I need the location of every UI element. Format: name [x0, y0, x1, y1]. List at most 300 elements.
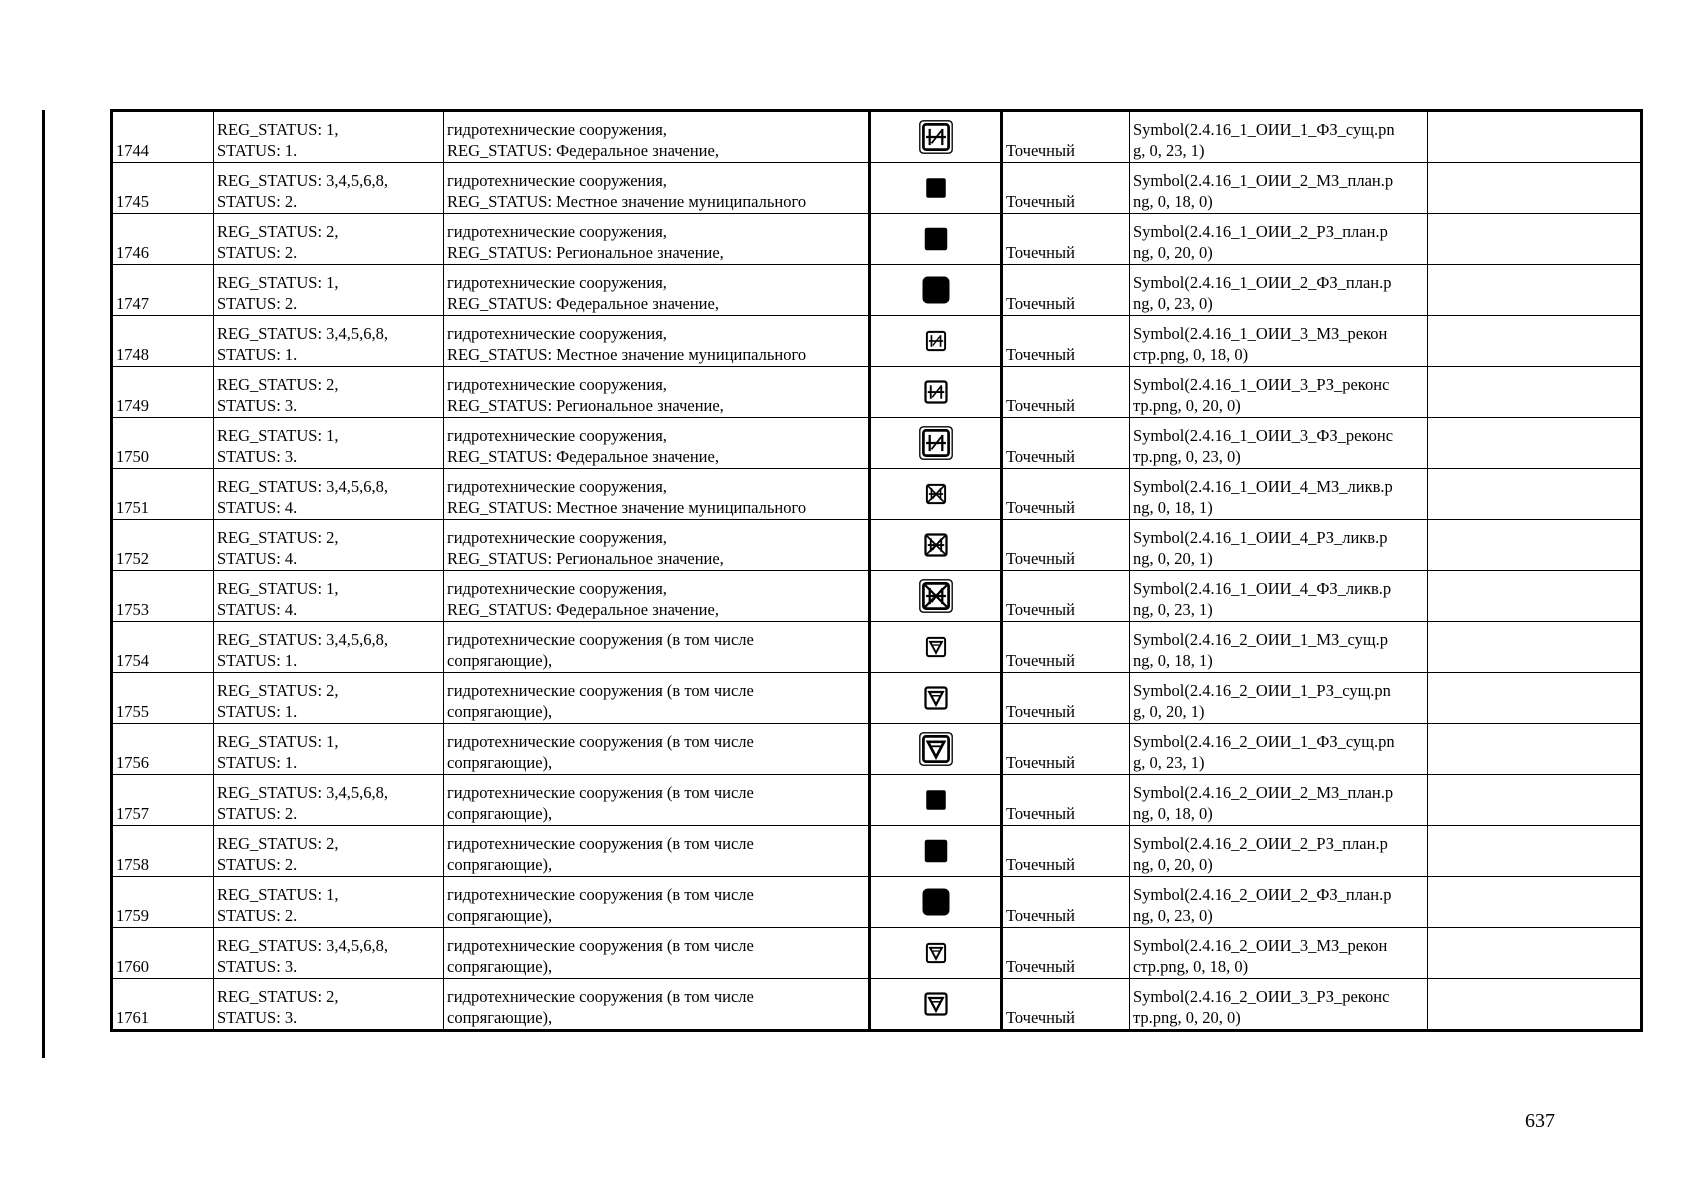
- table-row: [112, 775, 1642, 826]
- reg-status-cell: [214, 673, 444, 724]
- table-row: [112, 418, 1642, 469]
- reg-status-line: REG_STATUS: 3,4,5,6,8,: [217, 171, 389, 190]
- symbol-cell: [870, 265, 1002, 316]
- reg-status-line: REG_STATUS: 3,4,5,6,8,: [217, 630, 389, 649]
- reg-status-line: REG_STATUS: 3,4,5,6,8,: [217, 936, 389, 955]
- extra-cell: [1428, 418, 1642, 469]
- margin-line: [42, 110, 45, 1058]
- description-line: REG_STATUS: Федеральное значение,: [447, 600, 719, 619]
- symbol-definition-line: ng, 0, 20, 1): [1133, 549, 1213, 568]
- row-number-cell: [112, 469, 214, 520]
- description-line: гидротехнические сооружения,: [447, 477, 667, 496]
- geometry-type: Точечный: [1006, 498, 1075, 517]
- description-cell: [444, 775, 870, 826]
- table-row: [112, 928, 1642, 979]
- description-cell: [444, 418, 870, 469]
- extra-cell: [1428, 469, 1642, 520]
- symbol-definition-line: Symbol(2.4.16_1_ОИИ_1_ФЗ_сущ.pn: [1133, 120, 1395, 139]
- description-cell: [444, 265, 870, 316]
- table-row: [112, 214, 1642, 265]
- geometry-type-cell: [1002, 775, 1130, 826]
- geometry-type: Точечный: [1006, 345, 1075, 364]
- description-line: REG_STATUS: Федеральное значение,: [447, 141, 719, 160]
- geometry-type-cell: [1002, 571, 1130, 622]
- dam-planned-regional-icon: [921, 224, 951, 254]
- reg-status-cell: [214, 877, 444, 928]
- dam-liquidation-federal-icon: [918, 578, 954, 614]
- description-cell: [444, 316, 870, 367]
- row-number: 1754: [116, 651, 149, 670]
- geometry-type-cell: [1002, 520, 1130, 571]
- symbol-definition-line: ng, 0, 20, 0): [1133, 243, 1213, 262]
- reg-status-cell: [214, 826, 444, 877]
- symbol-definition-cell: [1130, 622, 1428, 673]
- symbol-definition-cell: [1130, 316, 1428, 367]
- symbol-cell: [870, 571, 1002, 622]
- symbol-definition-line: Symbol(2.4.16_1_ОИИ_4_ФЗ_ликв.p: [1133, 579, 1392, 598]
- symbol-definition-line: тр.png, 0, 20, 0): [1133, 396, 1241, 415]
- table-row: [112, 520, 1642, 571]
- reg-status-line: STATUS: 1.: [217, 753, 298, 772]
- symbol-definition-line: ng, 0, 20, 0): [1133, 855, 1213, 874]
- symbol-cell: [870, 673, 1002, 724]
- extra-cell: [1428, 316, 1642, 367]
- table-row: [112, 877, 1642, 928]
- symbol-definition-line: Symbol(2.4.16_2_ОИИ_3_МЗ_рекон: [1133, 936, 1388, 955]
- description-line: гидротехнические сооружения (в том числе: [447, 732, 754, 751]
- description-cell: [444, 163, 870, 214]
- row-number-cell: [112, 724, 214, 775]
- reg-status-line: REG_STATUS: 2,: [217, 222, 339, 241]
- hydro-existing-local-icon: [923, 634, 949, 660]
- table-row: [112, 316, 1642, 367]
- reg-status-cell: [214, 520, 444, 571]
- description-line: REG_STATUS: Региональное значение,: [447, 549, 724, 568]
- description-line: гидротехнические сооружения,: [447, 426, 667, 445]
- row-number-cell: [112, 673, 214, 724]
- description-line: сопрягающие),: [447, 651, 553, 670]
- hydro-planned-regional-icon: [921, 836, 951, 866]
- row-number: 1744: [116, 141, 149, 160]
- symbol-definition-cell: [1130, 928, 1428, 979]
- table-row: [112, 163, 1642, 214]
- row-number-cell: [112, 775, 214, 826]
- symbol-cell: [870, 367, 1002, 418]
- table-row: [112, 265, 1642, 316]
- geometry-type: Точечный: [1006, 957, 1075, 976]
- symbol-cell: [870, 724, 1002, 775]
- table-row: [112, 622, 1642, 673]
- row-number-cell: [112, 520, 214, 571]
- symbol-definition-line: ng, 0, 18, 0): [1133, 804, 1213, 823]
- geometry-type: Точечный: [1006, 600, 1075, 619]
- symbol-definition-cell: [1130, 979, 1428, 1031]
- symbol-definition-line: g, 0, 23, 1): [1133, 141, 1205, 160]
- symbol-definition-line: Symbol(2.4.16_2_ОИИ_2_РЗ_план.p: [1133, 834, 1388, 853]
- symbol-definition-cell: [1130, 367, 1428, 418]
- description-line: гидротехнические сооружения (в том числе: [447, 834, 754, 853]
- symbol-definition-line: ng, 0, 23, 0): [1133, 906, 1213, 925]
- geometry-type-cell: [1002, 979, 1130, 1031]
- description-line: гидротехнические сооружения (в том числе: [447, 936, 754, 955]
- extra-cell: [1428, 111, 1642, 163]
- row-number-cell: [112, 111, 214, 163]
- reg-status-line: REG_STATUS: 3,4,5,6,8,: [217, 324, 389, 343]
- reg-status-line: STATUS: 2.: [217, 804, 298, 823]
- reg-status-line: STATUS: 4.: [217, 498, 298, 517]
- geometry-type: Точечный: [1006, 549, 1075, 568]
- symbol-definition-line: стр.png, 0, 18, 0): [1133, 345, 1249, 364]
- description-cell: [444, 214, 870, 265]
- description-line: гидротехнические сооружения (в том числе: [447, 783, 754, 802]
- description-line: гидротехнические сооружения,: [447, 273, 667, 292]
- reg-status-line: REG_STATUS: 1,: [217, 273, 339, 292]
- description-cell: [444, 928, 870, 979]
- page-number: 637: [1525, 1110, 1555, 1132]
- reg-status-cell: [214, 928, 444, 979]
- symbol-cell: [870, 775, 1002, 826]
- geometry-type-cell: [1002, 673, 1130, 724]
- row-number-cell: [112, 418, 214, 469]
- symbol-definition-line: ng, 0, 23, 1): [1133, 600, 1213, 619]
- extra-cell: [1428, 928, 1642, 979]
- symbol-cell: [870, 877, 1002, 928]
- symbol-cell: [870, 622, 1002, 673]
- row-number: 1758: [116, 855, 149, 874]
- table-row: [112, 111, 1642, 163]
- description-line: REG_STATUS: Местное значение муниципального: [447, 498, 807, 517]
- symbol-definition-cell: [1130, 673, 1428, 724]
- reg-status-cell: [214, 418, 444, 469]
- symbol-table-page: [110, 109, 1640, 1032]
- row-number: 1756: [116, 753, 149, 772]
- extra-cell: [1428, 979, 1642, 1031]
- row-number: 1752: [116, 549, 149, 568]
- symbol-definition-cell: [1130, 418, 1428, 469]
- symbol-definition-line: ng, 0, 18, 1): [1133, 498, 1213, 517]
- symbol-cell: [870, 163, 1002, 214]
- symbol-definition-line: Symbol(2.4.16_1_ОИИ_4_РЗ_ликв.p: [1133, 528, 1388, 547]
- description-line: сопрягающие),: [447, 753, 553, 772]
- geometry-type-cell: [1002, 163, 1130, 214]
- extra-cell: [1428, 520, 1642, 571]
- extra-cell: [1428, 571, 1642, 622]
- symbol-definition-line: Symbol(2.4.16_2_ОИИ_2_МЗ_план.p: [1133, 783, 1394, 802]
- table-row: [112, 571, 1642, 622]
- symbol-cell: [870, 418, 1002, 469]
- row-number: 1759: [116, 906, 149, 925]
- reg-status-line: REG_STATUS: 2,: [217, 528, 339, 547]
- row-number: 1751: [116, 498, 149, 517]
- description-cell: [444, 469, 870, 520]
- geometry-type-cell: [1002, 877, 1130, 928]
- geometry-type-cell: [1002, 367, 1130, 418]
- row-number-cell: [112, 316, 214, 367]
- row-number-cell: [112, 265, 214, 316]
- symbol-definition-cell: [1130, 571, 1428, 622]
- geometry-type-cell: [1002, 418, 1130, 469]
- symbol-cell: [870, 469, 1002, 520]
- description-line: гидротехнические сооружения,: [447, 324, 667, 343]
- geometry-type: Точечный: [1006, 396, 1075, 415]
- description-cell: [444, 979, 870, 1031]
- geometry-type-cell: [1002, 265, 1130, 316]
- reg-status-line: REG_STATUS: 2,: [217, 681, 339, 700]
- table-row: [112, 826, 1642, 877]
- reg-status-line: STATUS: 2.: [217, 906, 298, 925]
- description-cell: [444, 673, 870, 724]
- reg-status-cell: [214, 367, 444, 418]
- reg-status-cell: [214, 316, 444, 367]
- extra-cell: [1428, 826, 1642, 877]
- symbol-definition-cell: [1130, 265, 1428, 316]
- symbol-definition-cell: [1130, 111, 1428, 163]
- symbol-cell: [870, 111, 1002, 163]
- description-line: гидротехнические сооружения,: [447, 375, 667, 394]
- reg-status-cell: [214, 111, 444, 163]
- reg-status-cell: [214, 622, 444, 673]
- geometry-type: Точечный: [1006, 192, 1075, 211]
- symbol-definition-line: Symbol(2.4.16_2_ОИИ_3_РЗ_реконс: [1133, 987, 1390, 1006]
- reg-status-line: STATUS: 4.: [217, 549, 298, 568]
- hydro-reconstruction-local-icon: [923, 940, 949, 966]
- row-number-cell: [112, 826, 214, 877]
- row-number-cell: [112, 877, 214, 928]
- symbol-definition-cell: [1130, 520, 1428, 571]
- symbol-definition-line: Symbol(2.4.16_1_ОИИ_3_РЗ_реконс: [1133, 375, 1390, 394]
- row-number-cell: [112, 571, 214, 622]
- description-line: гидротехнические сооружения (в том числе: [447, 681, 754, 700]
- description-cell: [444, 622, 870, 673]
- symbol-definition-line: тр.png, 0, 23, 0): [1133, 447, 1241, 466]
- description-line: REG_STATUS: Местное значение муниципального: [447, 345, 807, 364]
- reg-status-line: REG_STATUS: 1,: [217, 579, 339, 598]
- table-row: [112, 673, 1642, 724]
- description-line: сопрягающие),: [447, 804, 553, 823]
- description-line: сопрягающие),: [447, 957, 553, 976]
- reg-status-cell: [214, 724, 444, 775]
- symbol-definition-cell: [1130, 826, 1428, 877]
- reg-status-line: REG_STATUS: 1,: [217, 885, 339, 904]
- symbol-definition-line: Symbol(2.4.16_2_ОИИ_2_ФЗ_план.p: [1133, 885, 1392, 904]
- description-cell: [444, 520, 870, 571]
- geometry-type: Точечный: [1006, 906, 1075, 925]
- reg-status-line: STATUS: 2.: [217, 294, 298, 313]
- symbol-definition-cell: [1130, 469, 1428, 520]
- extra-cell: [1428, 367, 1642, 418]
- symbol-definition-line: Symbol(2.4.16_1_ОИИ_3_ФЗ_реконс: [1133, 426, 1394, 445]
- symbol-cell: [870, 928, 1002, 979]
- reg-status-line: STATUS: 1.: [217, 702, 298, 721]
- symbol-definition-cell: [1130, 775, 1428, 826]
- table-row: [112, 367, 1642, 418]
- reg-status-line: REG_STATUS: 2,: [217, 375, 339, 394]
- hydro-planned-federal-icon: [918, 884, 954, 920]
- row-number: 1750: [116, 447, 149, 466]
- geometry-type: Точечный: [1006, 855, 1075, 874]
- description-line: REG_STATUS: Местное значение муниципального: [447, 192, 807, 211]
- symbol-definition-line: Symbol(2.4.16_2_ОИИ_1_РЗ_сущ.pn: [1133, 681, 1391, 700]
- symbol-definition-cell: [1130, 163, 1428, 214]
- description-line: сопрягающие),: [447, 855, 553, 874]
- symbol-definition-line: Symbol(2.4.16_1_ОИИ_2_ФЗ_план.p: [1133, 273, 1392, 292]
- description-cell: [444, 724, 870, 775]
- description-line: гидротехнические сооружения (в том числе: [447, 630, 754, 649]
- geometry-type-cell: [1002, 928, 1130, 979]
- extra-cell: [1428, 775, 1642, 826]
- symbol-definition-line: g, 0, 23, 1): [1133, 753, 1205, 772]
- row-number: 1757: [116, 804, 149, 823]
- reg-status-line: REG_STATUS: 1,: [217, 120, 339, 139]
- symbol-definition-cell: [1130, 214, 1428, 265]
- symbol-definition-cell: [1130, 724, 1428, 775]
- row-number-cell: [112, 163, 214, 214]
- symbol-cell: [870, 316, 1002, 367]
- description-line: REG_STATUS: Федеральное значение,: [447, 447, 719, 466]
- symbol-cell: [870, 520, 1002, 571]
- reg-status-line: STATUS: 2.: [217, 243, 298, 262]
- description-line: гидротехнические сооружения,: [447, 120, 667, 139]
- row-number: 1749: [116, 396, 149, 415]
- description-line: гидротехнические сооружения (в том числе: [447, 987, 754, 1006]
- geometry-type-cell: [1002, 214, 1130, 265]
- extra-cell: [1428, 163, 1642, 214]
- extra-cell: [1428, 724, 1642, 775]
- symbol-definition-line: Symbol(2.4.16_2_ОИИ_1_ФЗ_сущ.pn: [1133, 732, 1395, 751]
- reg-status-cell: [214, 214, 444, 265]
- row-number-cell: [112, 928, 214, 979]
- description-line: гидротехнические сооружения (в том числе: [447, 885, 754, 904]
- reg-status-cell: [214, 979, 444, 1031]
- row-number: 1748: [116, 345, 149, 364]
- row-number: 1746: [116, 243, 149, 262]
- reg-status-cell: [214, 469, 444, 520]
- reg-status-line: STATUS: 1.: [217, 651, 298, 670]
- symbol-definition-line: g, 0, 20, 1): [1133, 702, 1205, 721]
- row-number-cell: [112, 979, 214, 1031]
- description-line: REG_STATUS: Региональное значение,: [447, 243, 724, 262]
- row-number-cell: [112, 214, 214, 265]
- hydro-existing-regional-icon: [921, 683, 951, 713]
- geometry-type: Точечный: [1006, 1008, 1075, 1027]
- dam-reconstruction-regional-icon: [921, 377, 951, 407]
- reg-status-line: REG_STATUS: 1,: [217, 732, 339, 751]
- dam-planned-local-icon: [923, 175, 949, 201]
- geometry-type-cell: [1002, 724, 1130, 775]
- description-line: гидротехнические сооружения,: [447, 171, 667, 190]
- geometry-type: Точечный: [1006, 702, 1075, 721]
- reg-status-line: STATUS: 1.: [217, 345, 298, 364]
- reg-status-line: REG_STATUS: 3,4,5,6,8,: [217, 783, 389, 802]
- row-number: 1745: [116, 192, 149, 211]
- row-number: 1747: [116, 294, 149, 313]
- reg-status-cell: [214, 163, 444, 214]
- symbol-cell: [870, 979, 1002, 1031]
- geometry-type: Точечный: [1006, 141, 1075, 160]
- description-line: сопрягающие),: [447, 1008, 553, 1027]
- reg-status-line: REG_STATUS: 2,: [217, 834, 339, 853]
- symbol-definition-line: ng, 0, 18, 1): [1133, 651, 1213, 670]
- hydro-planned-local-icon: [923, 787, 949, 813]
- reg-status-line: STATUS: 3.: [217, 447, 298, 466]
- dam-reconstruction-federal-icon: [918, 425, 954, 461]
- description-line: гидротехнические сооружения,: [447, 222, 667, 241]
- symbol-definition-line: ng, 0, 23, 0): [1133, 294, 1213, 313]
- dam-reconstruction-local-icon: [923, 328, 949, 354]
- hydro-reconstruction-regional-icon: [921, 989, 951, 1019]
- geometry-type-cell: [1002, 826, 1130, 877]
- reg-status-line: STATUS: 3.: [217, 1008, 298, 1027]
- extra-cell: [1428, 265, 1642, 316]
- reg-status-line: STATUS: 2.: [217, 855, 298, 874]
- description-line: гидротехнические сооружения,: [447, 579, 667, 598]
- extra-cell: [1428, 622, 1642, 673]
- symbol-definition-line: стр.png, 0, 18, 0): [1133, 957, 1249, 976]
- symbol-definition-line: Symbol(2.4.16_1_ОИИ_4_МЗ_ликв.p: [1133, 477, 1393, 496]
- dam-existing-federal-icon: [918, 119, 954, 155]
- description-line: сопрягающие),: [447, 906, 553, 925]
- geometry-type-cell: [1002, 469, 1130, 520]
- description-cell: [444, 826, 870, 877]
- reg-status-cell: [214, 571, 444, 622]
- symbol-definition-cell: [1130, 877, 1428, 928]
- geometry-type: Точечный: [1006, 651, 1075, 670]
- reg-status-line: REG_STATUS: 1,: [217, 426, 339, 445]
- dam-liquidation-local-icon: [923, 481, 949, 507]
- geometry-type: Точечный: [1006, 753, 1075, 772]
- extra-cell: [1428, 877, 1642, 928]
- reg-status-line: STATUS: 4.: [217, 600, 298, 619]
- geometry-type: Точечный: [1006, 294, 1075, 313]
- description-line: гидротехнические сооружения,: [447, 528, 667, 547]
- symbol-definition-line: Symbol(2.4.16_1_ОИИ_3_МЗ_рекон: [1133, 324, 1388, 343]
- symbol-definition-line: тр.png, 0, 20, 0): [1133, 1008, 1241, 1027]
- row-number: 1753: [116, 600, 149, 619]
- symbol-definition-line: Symbol(2.4.16_1_ОИИ_2_МЗ_план.p: [1133, 171, 1394, 190]
- symbol-cell: [870, 214, 1002, 265]
- table-row: [112, 979, 1642, 1031]
- reg-status-cell: [214, 265, 444, 316]
- description-cell: [444, 877, 870, 928]
- symbol-cell: [870, 826, 1002, 877]
- reg-status-line: STATUS: 3.: [217, 396, 298, 415]
- symbol-table: [110, 109, 1643, 1032]
- description-cell: [444, 367, 870, 418]
- reg-status-line: REG_STATUS: 3,4,5,6,8,: [217, 477, 389, 496]
- row-number: 1755: [116, 702, 149, 721]
- description-cell: [444, 111, 870, 163]
- symbol-definition-line: Symbol(2.4.16_1_ОИИ_2_РЗ_план.p: [1133, 222, 1388, 241]
- description-line: сопрягающие),: [447, 702, 553, 721]
- geometry-type-cell: [1002, 316, 1130, 367]
- symbol-definition-line: ng, 0, 18, 0): [1133, 192, 1213, 211]
- table-row: [112, 469, 1642, 520]
- description-line: REG_STATUS: Региональное значение,: [447, 396, 724, 415]
- reg-status-line: REG_STATUS: 2,: [217, 987, 339, 1006]
- hydro-existing-federal-icon: [918, 731, 954, 767]
- geometry-type: Точечный: [1006, 447, 1075, 466]
- row-number-cell: [112, 622, 214, 673]
- geometry-type-cell: [1002, 622, 1130, 673]
- extra-cell: [1428, 214, 1642, 265]
- symbol-definition-line: Symbol(2.4.16_2_ОИИ_1_МЗ_сущ.p: [1133, 630, 1388, 649]
- table-row: [112, 724, 1642, 775]
- geometry-type-cell: [1002, 111, 1130, 163]
- dam-liquidation-regional-icon: [921, 530, 951, 560]
- geometry-type: Точечный: [1006, 243, 1075, 262]
- reg-status-line: STATUS: 1.: [217, 141, 298, 160]
- reg-status-cell: [214, 775, 444, 826]
